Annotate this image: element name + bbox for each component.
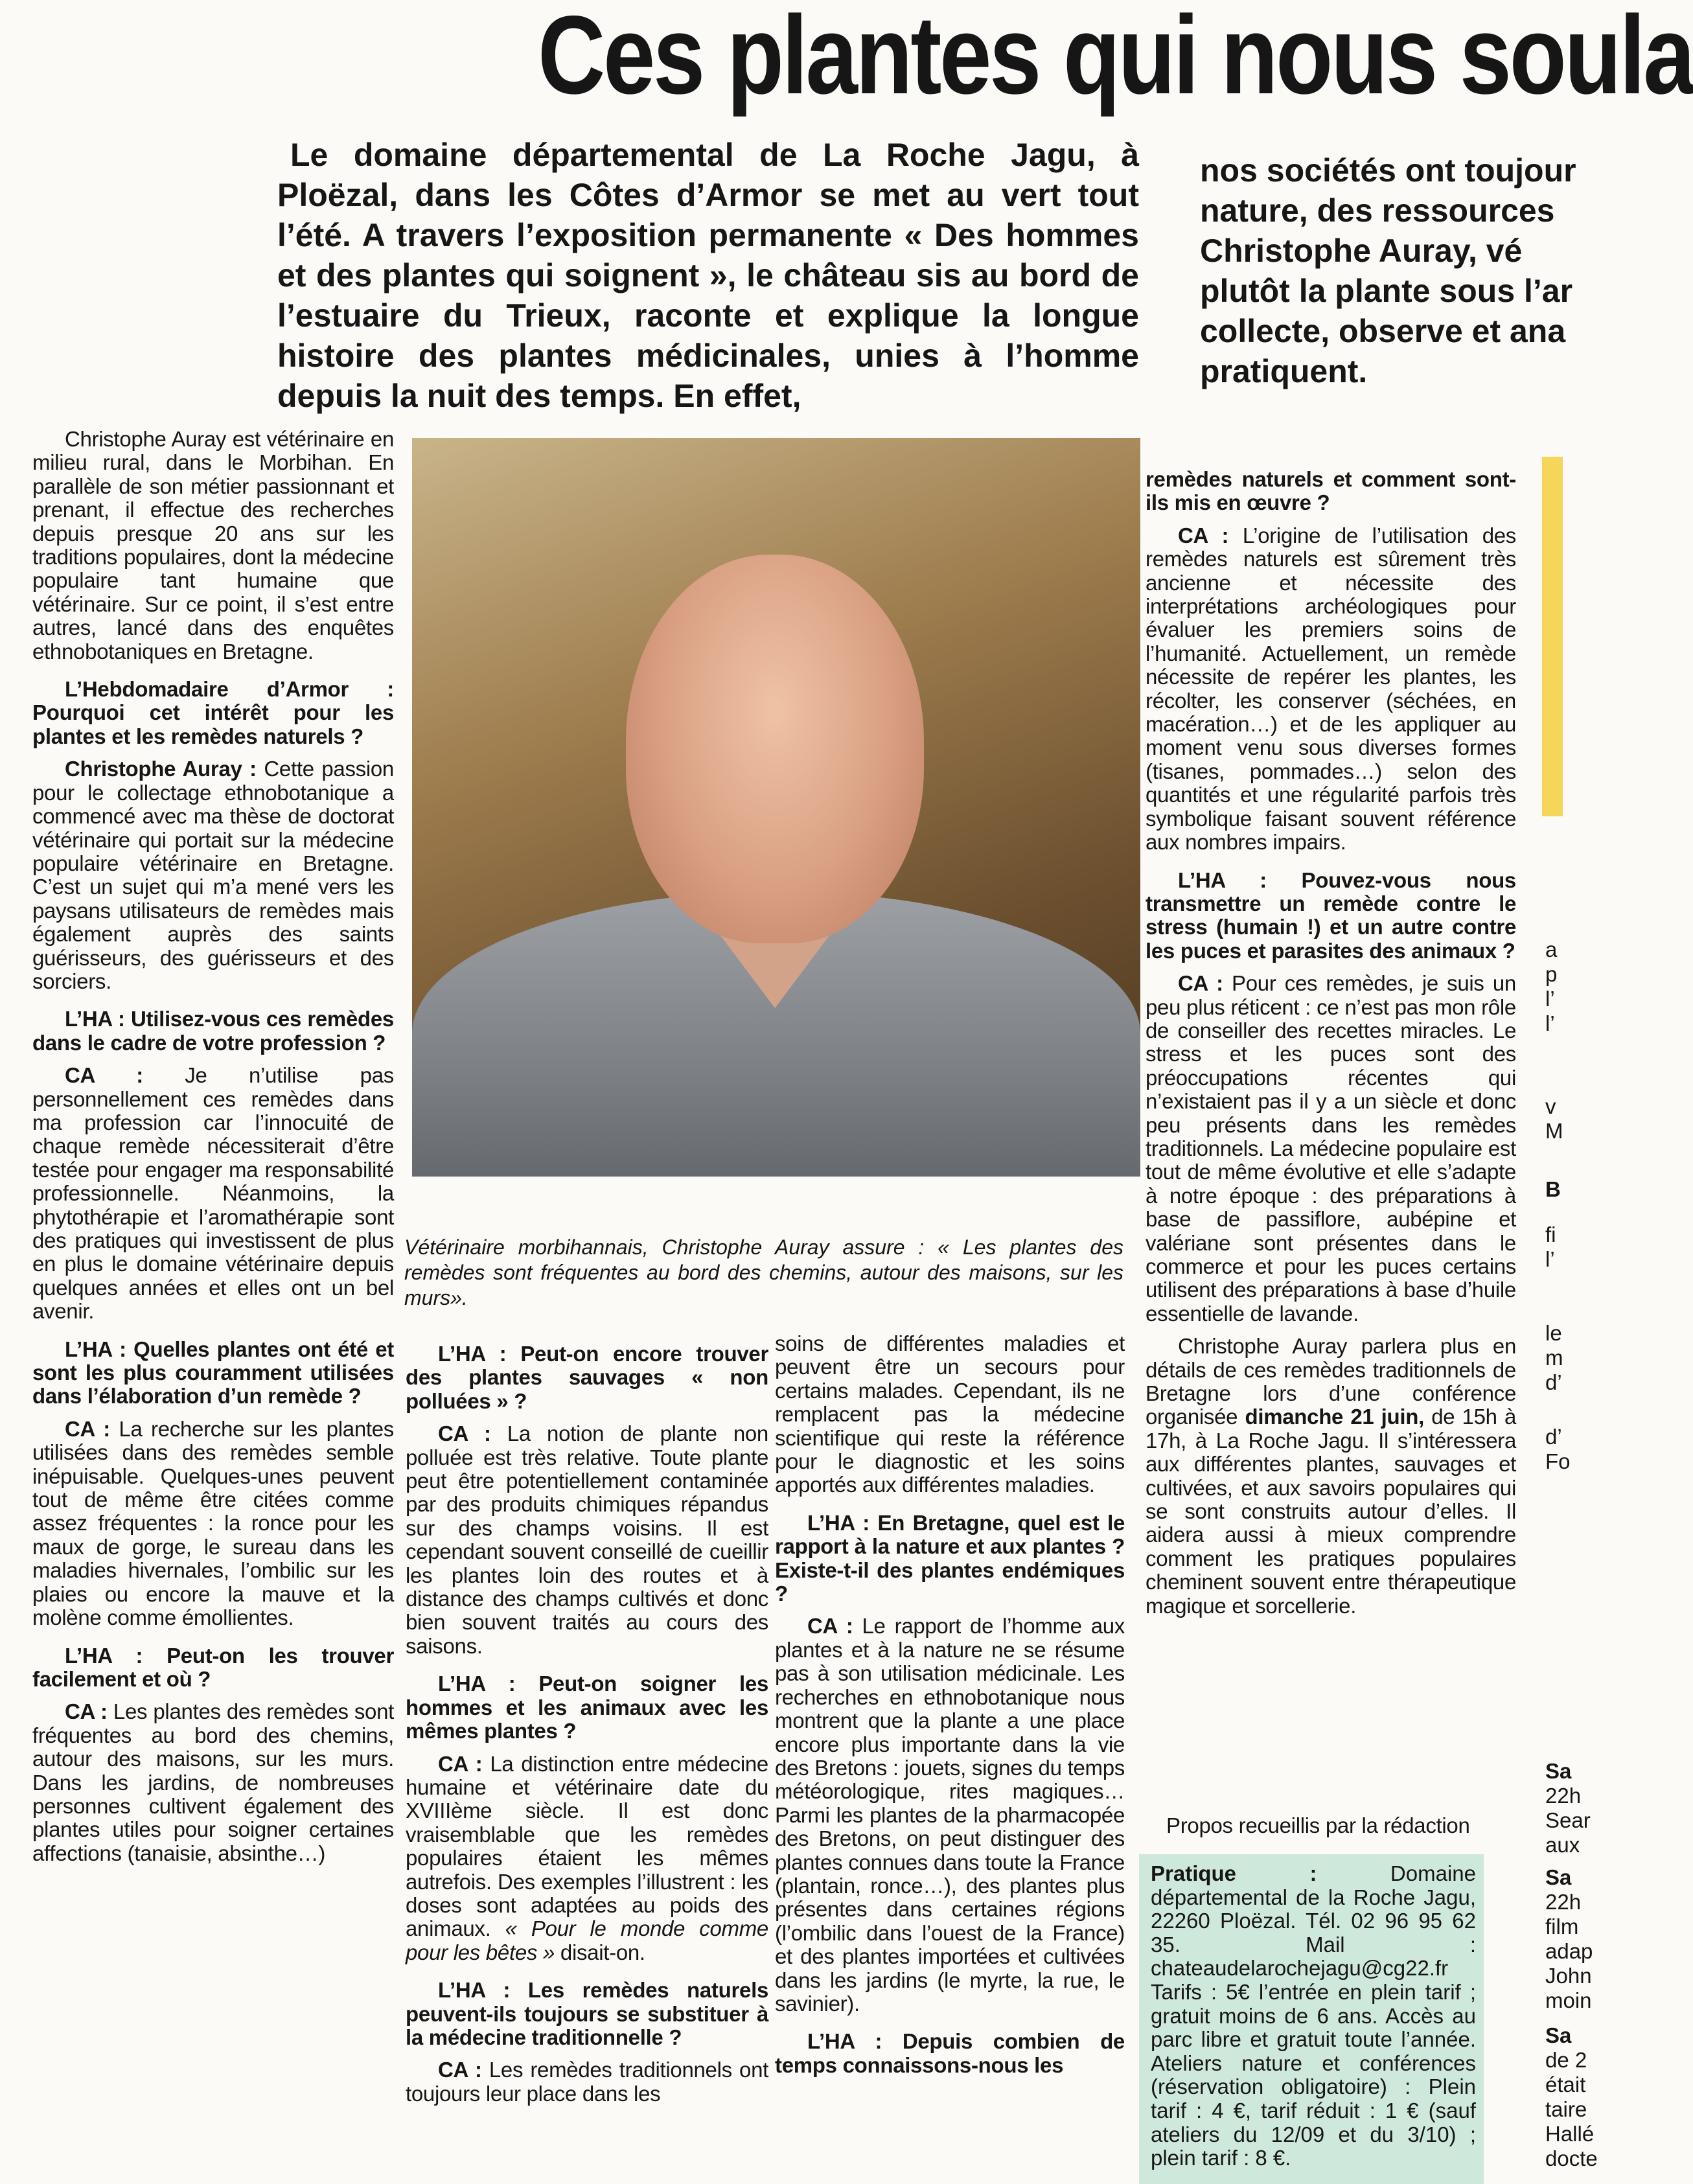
answer-text: Christophe Auray parlera plus en détails de ces remèdes traditionnels de Bretagne lors d’une conférence organisée xyxy=(1146,1334,1516,1429)
interview-question: L’HA : Depuis combien de temps connaissons-nous les xyxy=(775,2029,1125,2077)
answer-text: Je n’utilise pas personnellement ces remèdes dans ma profession car l’innocuité de chaque remède nécessiterait d’être testée pour engager ma responsabilité professionnelle. Néanmoins, la phytothérapie et l’aromathérapie sont des pratiques qui investissent de plus en plus le domaine vétérinaire depuis quelques années et elles ont un bel avenir. xyxy=(32,1063,394,1324)
cropped-text-fragment: était xyxy=(1545,2073,1586,2097)
portrait-photo xyxy=(412,438,1140,1177)
chapo-right-line: Christophe Auray, vé xyxy=(1200,233,1523,269)
cropped-text-fragment: John xyxy=(1545,1964,1592,1988)
speaker-label: CA : xyxy=(438,1421,491,1446)
cropped-text-fragment: d’ xyxy=(1545,1425,1562,1449)
answer-text: L’origine de l’utilisation des remèdes naturels est sûrement très ancienne et nécessite des interprétations archéologiques pour évaluer les premiers soins de l’humanité. Actuellement, un remède nécessite de repérer les plantes, les récolter, les conserver (séchées, en macération…) et de les appliquer au moment venu sous diverses formes (tisanes, pommades…) selon des quantités et une régularité parfois très symbolique faisant souvent référence aux nombres impairs. xyxy=(1146,523,1516,855)
pratique-label: Pratique : xyxy=(1151,1861,1317,1885)
interview-answer xyxy=(1146,972,1516,1326)
interview-answer xyxy=(32,1064,394,1323)
interview-question: L’HA : Quelles plantes ont été et sont les plus couramment utilisées dans l’élaboration d’un remède ? xyxy=(32,1337,394,1408)
answer-text: Les remèdes traditionnels ont toujours leur place dans les xyxy=(406,2058,768,2106)
cropped-text-fragment: p xyxy=(1545,962,1558,986)
interview-question: L’Hebdomadaire d’Armor : Pourquoi cet intérêt pour les plantes et les remèdes naturels ? xyxy=(32,677,394,748)
cropped-text-fragment: film xyxy=(1545,1914,1579,1938)
cropped-text-fragment: taire xyxy=(1545,2097,1587,2121)
pratique-text: Domaine départemental de la Roche Jagu, 22260 Ploëzal. Tél. 02 96 95 62 35. Mail : chateaudelarochejagu@cg22.fr Tarifs : 5€ l’entrée en plein tarif ; gratuit moins de 6 ans. Accès au parc libre et gratuit toute l’année. Ateliers nature et conférences (réservation obligatoire) : Plein tarif : 4 €, tarif réduit : 1 € (sauf ateliers du 12/09 et du 3/10) ; plein tarif : 8 €. xyxy=(1151,1861,1476,2170)
article-column-1 xyxy=(32,428,394,1874)
speaker-label: CA : xyxy=(65,1063,143,1088)
cropped-text-fragment: de 2 xyxy=(1545,2048,1587,2072)
interview-question: L’HA : Les remèdes naturels peuvent-ils toujours se substituer à la médecine traditionnelle ? xyxy=(406,1978,768,2049)
cropped-text-fragment: M xyxy=(1545,1119,1563,1143)
answer-text: disait-on. xyxy=(555,1940,645,1964)
cropped-text-fragment: m xyxy=(1545,1346,1563,1370)
interview-answer xyxy=(406,1422,768,1658)
paragraph-continued: soins de différentes maladies et peuvent être un secours pour certains malades. Cependant, ils ne remplacent pas la médecine scientifique qui reste la référence pour le diagnostic et les soins apportés aux différentes maladies. xyxy=(775,1331,1125,1497)
interview-question: L’HA : Pouvez-vous nous transmettre un remède contre le stress (humain !) et un autre contre les puces et parasites des animaux ? xyxy=(1146,868,1516,963)
photo-caption: Vétérinaire morbihannais, Christophe Auray assure : « Les plantes des remèdes sont fréquentes au bord des chemins, autour des maisons, sur les murs». xyxy=(404,1236,1123,1309)
chapo-right-line: nature, des ressources xyxy=(1200,192,1555,229)
cropped-text-fragment: Hallé xyxy=(1545,2122,1595,2146)
cropped-text-fragment: 22h xyxy=(1545,1784,1582,1808)
answer-text: La distinction entre médecine humaine et vétérinaire date du XVIIIème siècle. Il est donc vraisemblable que les remèdes populaires étaient les mêmes autrefois. Des exemples l’illustrent : les doses sont adaptées au poids des animaux. xyxy=(406,1751,768,1941)
interview-question: L’HA : En Bretagne, quel est le rapport à la nature et aux plantes ? Existe-t-il des plantes endémiques ? xyxy=(775,1510,1125,1606)
chapo-right-line: pratiquent. xyxy=(1200,353,1368,389)
cropped-text-fragment: Sa xyxy=(1545,1759,1572,1783)
answer-text: La recherche sur les plantes utilisées dans des remèdes semble inépuisable. Quelques-unes peuvent tout de même être citées comme assez fréquentes : la ronce pour les maux de gorge, le sureau dans les maladies hivernales, l’ombilic sur les plaies ou encore la mauve et la molène comme émollientes. xyxy=(32,1416,394,1630)
answer-text: Christophe Auray est vétérinaire en milieu rural, dans le Morbihan. En parallèle de son métier passionnant et prenant, il effectue des recherches depuis presque 20 ans sur les traditions populaires, dont la médecine populaire tant humaine que vétérinaire. Sur ce point, il s’est entre autres, lancé dans des enquêtes ethnobotaniques en Bretagne. xyxy=(32,427,394,663)
interview-answer xyxy=(32,1418,394,1630)
interview-answer xyxy=(32,757,394,993)
speaker-label: CA : xyxy=(438,1751,483,1776)
speaker-label: CA : xyxy=(1178,523,1229,547)
speaker-label: CA : xyxy=(65,1416,110,1441)
paragraph xyxy=(32,428,394,663)
quote-text: « Pour le monde comme pour les bêtes » xyxy=(406,1916,768,1964)
cropped-text-fragment: v xyxy=(1545,1094,1556,1118)
chapo-right xyxy=(1200,150,1576,391)
cropped-text-fragment: aux xyxy=(1545,1833,1580,1857)
speaker-label: CA : xyxy=(65,1699,108,1724)
cropped-text-fragment: l’ xyxy=(1545,987,1555,1011)
interview-answer xyxy=(1146,524,1516,855)
credit-line: Propos recueillis par la rédaction xyxy=(1166,1813,1470,1837)
article-column-2 xyxy=(406,1328,768,2115)
headline: Ces plantes qui nous soula xyxy=(538,0,1693,117)
answer-text: Cette passion pour le collectage ethnobotanique a commencé avec ma thèse de doctorat vétérinaire qui portait sur la médecine populaire vétérinaire en Bretagne. C’est un sujet qui m’a mené vers les paysans utilisateurs de remèdes mais également auprès des saints guérisseurs, des guérisseurs et des sorciers. xyxy=(32,757,394,993)
emphasis-text: dimanche 21 juin, xyxy=(1245,1405,1424,1429)
answer-text: La notion de plante non polluée est très relative. Toute plante peut être potentiellement contaminée par des produits chimiques répandus sur des champs voisins. Il est cependant souvent conseillé de cueillir les plantes loin des routes et à distance des champs cultivés et donc bien souvent traités au cours des saisons. xyxy=(406,1421,768,1658)
cropped-text-fragment: Sa xyxy=(1545,1865,1572,1889)
yellow-sidebar-bar xyxy=(1542,457,1563,816)
interview-answer xyxy=(775,1615,1125,2016)
cropped-text-fragment: adap xyxy=(1545,1939,1593,1963)
cropped-text-fragment: 22h xyxy=(1545,1890,1582,1914)
cropped-text-fragment: a xyxy=(1545,937,1558,961)
photo-face-shape xyxy=(626,555,924,943)
paragraph xyxy=(1146,1335,1516,1618)
interview-answer xyxy=(406,1753,768,1965)
interview-question: L’HA : Peut-on les trouver facilement et où ? xyxy=(32,1643,394,1691)
answer-text: Les plantes des remèdes sont fréquentes au bord des chemins, autour des maisons, sur les murs. Dans les jardins, de nombreuses personnes cultivent également des plantes utiles pour soigner certaines affections (tanaisie, absinthe…) xyxy=(32,1699,395,1865)
article-column-3 xyxy=(775,1332,1125,2086)
chapo-left: Le domaine départemental de La Roche Jagu, à Ploëzal, dans les Côtes d’Armor se met au vert tout l’été. A travers l’exposition permanente « Des hommes et des plantes qui soignent », le château sis au bord de l’estuaire du Trieux, raconte et explique la longue histoire des plantes médicinales, unies à l’homme depuis la nuit des temps. En effet, xyxy=(277,137,1139,414)
answer-text: Le rapport de l’homme aux plantes et à la nature ne se résume pas à son utilisation médicinale. Les recherches en ethnobotanique nous montrent que la plante a une place encore plus importante dans la vie des Bretons : jouets, signes du temps météorologique, rites magiques… Parmi les plantes de la pharmacopée des Bretons, on peut distinguer des plantes connues dans toute la France (plantain, ronce…), des plantes plus présentes dans certaines régions (l’ombilic dans l’ouest de la France) et des plantes importées et cultivées dans les jardins (le myrte, la rue, le savinier). xyxy=(775,1614,1125,2016)
speaker-label: Christophe Auray : xyxy=(65,757,257,781)
interview-question-continued: remèdes naturels et comment sont-ils mis en œuvre ? xyxy=(1146,467,1516,515)
speaker-label: CA : xyxy=(807,1614,853,1638)
cropped-text-fragment: l’ xyxy=(1545,1247,1555,1271)
article-column-4 xyxy=(1146,454,1516,1627)
cropped-text-fragment: le xyxy=(1545,1321,1562,1345)
chapo-right-line: nos sociétés ont toujour xyxy=(1200,152,1576,189)
speaker-label: CA : xyxy=(438,2058,482,2082)
cropped-text-fragment: fi xyxy=(1545,1223,1556,1247)
interview-question: L’HA : Peut-on soigner les hommes et les animaux avec les mêmes plantes ? xyxy=(406,1672,768,1743)
answer-text: de 15h à 17h, à La Roche Jagu. Il s’intéressera aux différentes plantes, sauvages et cultivées, et aux savoirs populaires qui se sont construits autour d’elles. Il aidera aussi à mieux comprendre comment les pratiques populaires cheminent souvent entre thérapeutique magique et sorcellerie. xyxy=(1146,1405,1516,1618)
cropped-text-fragment: l’ xyxy=(1545,1011,1555,1035)
cropped-text-fragment: d’ xyxy=(1545,1370,1562,1394)
cropped-text-fragment: Sa xyxy=(1545,2023,1572,2047)
cropped-text-fragment: moin xyxy=(1545,1988,1592,2012)
chapo-right-line: plutôt la plante sous l’ar xyxy=(1200,273,1573,309)
interview-question: L’HA : Peut-on encore trouver des plantes sauvages « non polluées » ? xyxy=(406,1342,768,1413)
interview-answer xyxy=(406,2058,768,2106)
interview-answer xyxy=(32,1700,394,1865)
interview-question: L’HA : Utilisez-vous ces remèdes dans le cadre de votre profession ? xyxy=(32,1007,394,1055)
cropped-text-fragment: docte xyxy=(1545,2146,1598,2170)
cropped-text-fragment: Sear xyxy=(1545,1808,1591,1832)
answer-text: Pour ces remèdes, je suis un peu plus réticent : ce n’est pas mon rôle de conseiller des recettes miracles. Le stress et les puces sont des préoccupations récentes qui n’existaient pas il y a un siècle et donc peu présents dans les remèdes traditionnels. La médecine populaire est tout de même évolutive et elle s’adapte à notre époque : des préparations à base de passiflore, aubépine et valériane sont présentes dans le commerce et pour les puces certains utilisent des préparations à base d’huile essentielle de lavande. xyxy=(1146,971,1516,1326)
cropped-text-fragment: Fo xyxy=(1545,1449,1571,1473)
cropped-text-fragment: B xyxy=(1545,1177,1561,1201)
speaker-label: CA : xyxy=(1178,971,1223,996)
chapo-right-line: collecte, observe et ana xyxy=(1200,313,1566,349)
pratique-box xyxy=(1139,1854,1484,2184)
